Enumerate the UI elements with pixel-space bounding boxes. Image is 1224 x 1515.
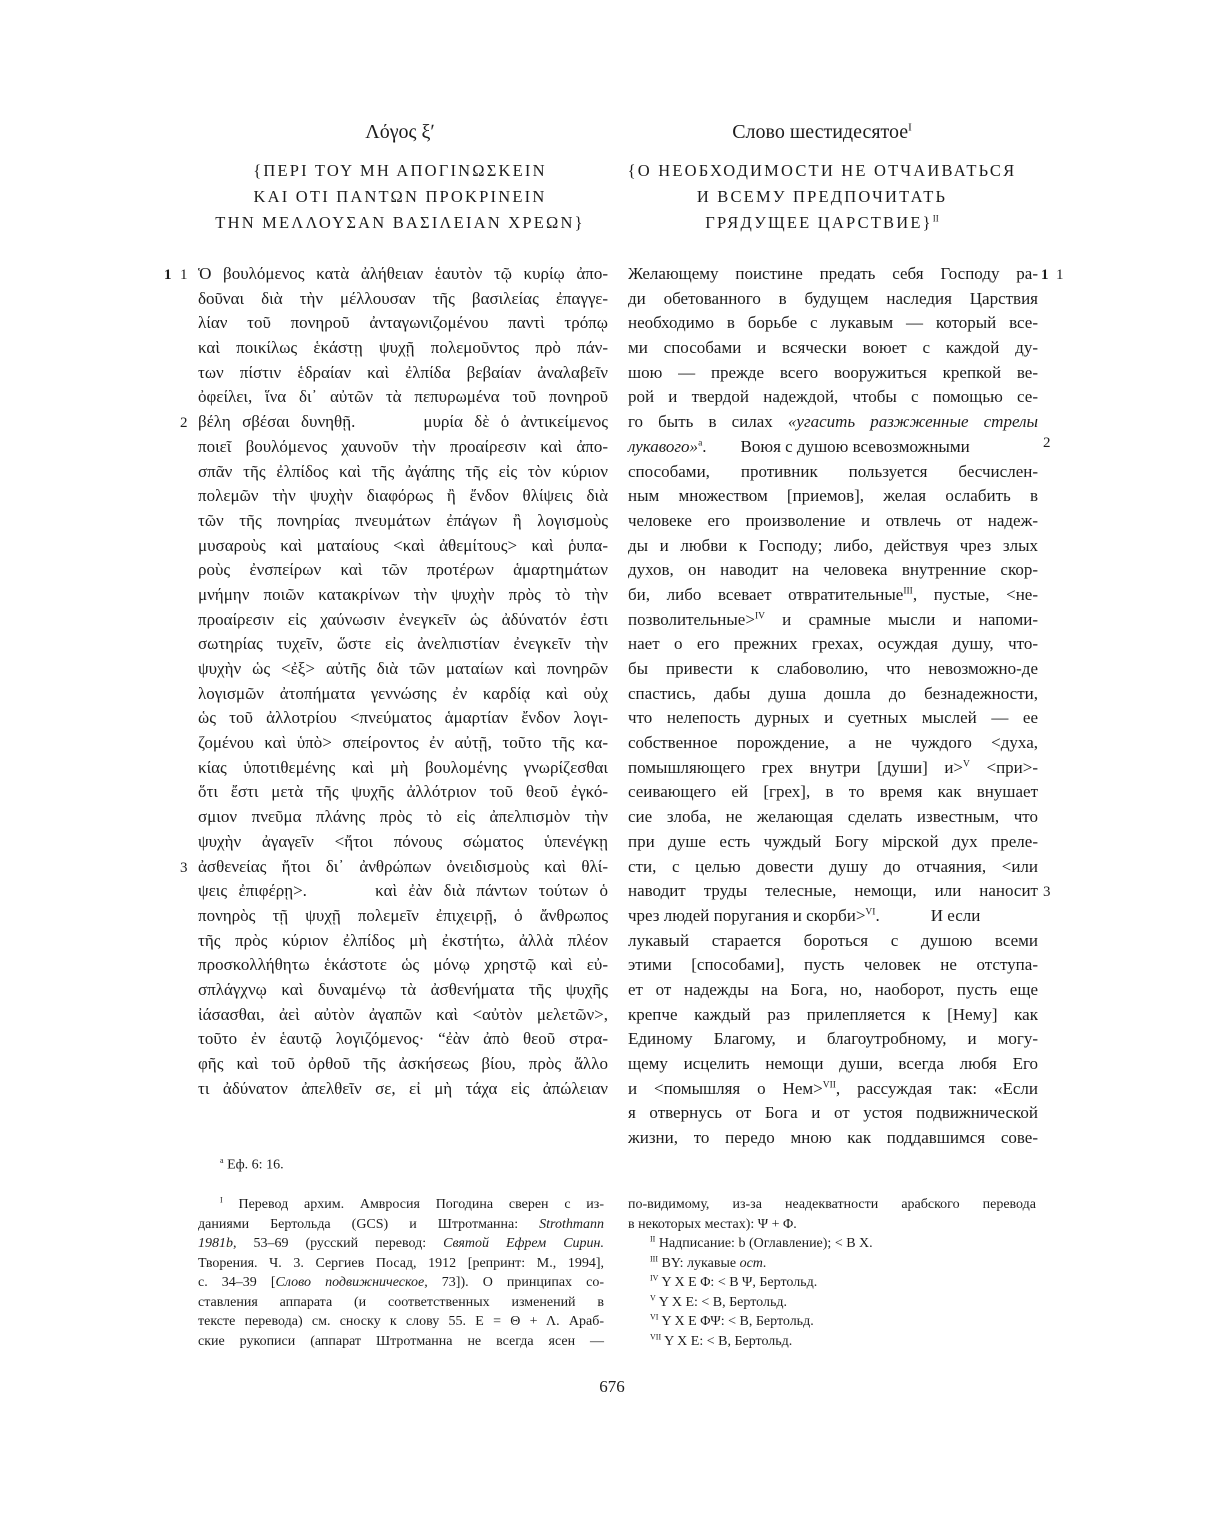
greek-line: σπᾶν τῆς ἐλπίδος καὶ τῆς ἀγάπης τῆς εἰς τὸν κύριον [198, 461, 608, 481]
footnote-line: ставления аппарата (и соответственных изменений в [198, 1294, 604, 1310]
greek-line: ψυχὴν ὡς <ἐξ> αὐτῆς διὰ τῶν ματαίων καὶ πονηρῶν [198, 659, 608, 678]
footnote-line: $^{II}$ Надписание: b (Оглавление); < B X. [650, 1234, 873, 1251]
footnote-ref-V: V [963, 759, 970, 770]
russian-line: жизни, то передо мною как поддавшимся сове- [628, 1128, 1038, 1148]
russian-line: лукавого»$^a$. Воюя с душою всевозможными [628, 436, 970, 456]
russian-line: спастись, дабы душа дошла до безнадежности, [628, 683, 1038, 703]
russian-line: ми способами и всячески воюет с каждой ду- [628, 338, 1038, 358]
footnote-line: $^I$ Перевод архим. Амвросия Погодина сверен с из- [220, 1195, 604, 1212]
footnote-ref-IV: IV [754, 610, 765, 621]
russian-text: чрез людей поругания и скорби> [628, 905, 866, 925]
footnote-line: в некоторых местах): Ψ + Φ. [628, 1216, 797, 1232]
greek-text-column [198, 262, 608, 1101]
greek-line: βέλη σβέσαι δυνηθῇ. μυρία δὲ ὁ ἀντικείμενος [198, 412, 608, 432]
footnote-line: $^{VI}$ Y X E ΦΨ: < B, Бертольд. [650, 1312, 814, 1329]
greek-line: τῆς πρὸς κύριον ἐλπίδος μὴ ἐκστήτω, ἀλλὰ πλέον [198, 930, 608, 950]
quotation-italic: «угасить разжженные стрелы [787, 412, 1039, 432]
russian-line: при душе есть чуждый Богу мірской дух преле- [628, 831, 1038, 851]
greek-line: λογισμῶν ἀτοπήματα γεννώσης ἐν καρδίᾳ καὶ οὐχ [198, 683, 608, 703]
russian-line: этими [способами], пусть человек не отступа- [628, 955, 1038, 975]
footnote-mark: a [220, 1156, 224, 1165]
greek-line: τοῦτο ἐν ἑαυτῷ λογιζόμενος· “ἐὰν ἀπὸ θεοῦ στρα- [198, 1029, 608, 1049]
greek-title: Λόγος ξʹ [365, 121, 435, 143]
greek-line: τῶν τῆς πονηρίας πνευμάτων ἐπάγων ἢ λογισμοὺς [198, 510, 608, 530]
footnote-ref-VII: VII [822, 1080, 836, 1091]
russian-subtitle-line: {О НЕОБХОДИМОСТИ НЕ ОТЧАИВАТЬСЯ [627, 161, 1017, 180]
russian-text: позволительные> [628, 609, 755, 629]
greek-line: ἰάσασθαι, ἀεὶ αὐτὸν ἀγαπῶν καὶ <αὐτὸν μελετῶν>, [198, 1004, 608, 1024]
footnote-line: даниями Бертольда (GCS) и Штротманна: Strothmann [198, 1216, 604, 1232]
greek-verse-marker: 1 [180, 267, 188, 283]
russian-line [628, 410, 1038, 435]
russian-heading [612, 118, 1032, 236]
greek-subtitle-line: ΚΑΙ ΟΤΙ ΠΑΝΤΩΝ ΠΡΟΚΡΙΝΕΙΝ [253, 187, 547, 206]
greek-line: μνήμην ποιῶν κατακρίνων τὴν ψυχὴν πρὸς τὸ τὴν [198, 584, 608, 604]
greek-line: ὀφείλει, ἵνα δι᾽ αὐτῶν τὰ πεπυρωμένα τοῦ πονηροῦ [198, 387, 608, 407]
footnote-ref-I: I [908, 121, 912, 134]
russian-verse-marker: 1 [1056, 267, 1064, 283]
russian-text: го быть в силах [628, 412, 773, 432]
greek-subtitle [190, 158, 610, 236]
footnote-line: ские рукописи (аппарат Штротманна не всегда ясен — [198, 1333, 604, 1349]
russian-verse-marker: 3 [1043, 884, 1051, 900]
footnote-line: $^V$ Y X E: < B, Бертольд. [650, 1292, 787, 1310]
russian-line: чрез людей поругания и скорби>$^{VI}$. И если [628, 905, 981, 925]
footnote-line: по-видимому, из-за неадекватности арабского перевода [628, 1197, 1036, 1212]
russian-line: ди обетованного в будущем наследия Царствия [628, 288, 1038, 308]
footnote-line: тексте перевода) см. сноску к слову 55. E = Θ + Λ. Араб- [198, 1314, 604, 1329]
russian-line: сеивающего ей [грех], в то время как внушает [628, 782, 1038, 802]
russian-line: наводит труды телесные, немощи, или наносит [628, 881, 1038, 901]
greek-line: ὅτι ἔστι μετὰ τῆς ψυχῆς ἀλλότριον τοῦ θεοῦ ἐγκό- [198, 782, 608, 802]
russian-text: <при>- [969, 757, 1039, 777]
russian-line: ет от надежды на Бога, но, наоборот, пусть еще [628, 979, 1038, 999]
greek-line: ποιεῖ βουλόμενος χαυνοῦν τὴν προαίρεσιν καὶ ἀπο- [198, 436, 608, 456]
russian-text: и <помышляя о Нем> [628, 1078, 823, 1098]
russian-line: сти, с целью довести душу до отчаяния, <или [628, 856, 1038, 876]
russian-text: Воюя с душою всевозможными [740, 436, 970, 456]
page-number: 676 [599, 1377, 625, 1396]
russian-line [628, 608, 1038, 633]
footnote-ref-a: a [698, 438, 703, 449]
russian-line: Единому Благому, и благоутробному, и могу- [628, 1029, 1038, 1049]
footnote-line: Творения. Ч. 3. Сергиев Посад, 1912 [репринт: М., 1994], [198, 1255, 604, 1271]
footnote-mark: I [220, 1195, 223, 1205]
russian-title [612, 118, 1032, 146]
greek-subtitle-line: {ΠΕΡΙ ΤΟΥ ΜΗ ΑΠΟΓΙΝΩΣΚΕΙΝ [253, 161, 547, 180]
greek-subtitle-line: ΤΗΝ ΜΕΛΛΟΥΣΑΝ ΒΑΣΙΛΕΙΑΝ ΧΡΕΩΝ} [215, 213, 585, 232]
russian-line: лукавый старается бороться с душою всеми [628, 930, 1038, 950]
russian-line: способами, противник пользуется бесчислен- [628, 461, 1038, 481]
footnote-line: с. 34–39 [Слово подвижническое, 73]). О принципах со- [198, 1275, 604, 1290]
russian-line [628, 756, 1038, 781]
russian-line: бы привести к слабоволию, что невозможно-де [628, 659, 1038, 678]
greek-line: προσκολλήθητω ἑκάστοτε ὡς μόνῳ χρηστῷ καὶ εὐ- [198, 955, 608, 975]
russian-text-column [628, 262, 1038, 1151]
russian-line: ды и любви к Господу; либо, действуя чрез злых [628, 535, 1038, 555]
greek-line: σωτηρίας τυχεῖν, ὥστε εἰς ἀνελπιστίαν ἐνεγκεῖν τὴν [198, 634, 608, 654]
greek-line: σμιον πνεῦμα πλάνης πρὸς τὸ εἰς ἀπελπισμὸν τὴν [198, 807, 608, 827]
greek-line: δοῦναι διὰ τὴν μέλλουσαν τῆς βασιλείας ἐπαγγε- [198, 288, 608, 308]
greek-line: καὶ ποικίλως ἑκάστῃ ψυχῇ πολεμοῦντος πρὸ πάν- [198, 338, 608, 358]
footnote-ref-II: II [932, 213, 939, 224]
russian-line: собственное порождение, а не чуждого <духа, [628, 733, 1038, 753]
russian-text: , пустые, <не- [912, 584, 1038, 604]
footnote-ref-VI: VI [865, 907, 876, 918]
greek-line: σπλάγχνῳ καὶ δυναμένῳ τὰ ἀσθενήματα τῆς ψυχῆς [198, 979, 608, 999]
greek-line: ἀσθενείας ἤτοι δι᾽ ἀνθρώπων ὀνειδισμοὺς καὶ θλί- [198, 856, 608, 876]
russian-title-text: Слово шестидесятое [732, 121, 909, 143]
greek-line: ψεις ἐπιφέρῃ>. καὶ ἐὰν διὰ πάντων τούτων ὁ [198, 881, 608, 901]
greek-line: των πίστιν ἑδραίαν καὶ ἐλπίδα βεβαίαν ἀναλαβεῖν [198, 362, 608, 382]
russian-line: Желающему поистине предать себя Господу ра- [628, 264, 1038, 283]
russian-subtitle [612, 158, 1032, 236]
greek-line: ροὺς ἐνσπείρων καὶ τῶν προτέρων ἁμαρτημάτων [198, 560, 608, 580]
russian-line: рой и твердой надеждой, чтобы с помощью се- [628, 387, 1038, 407]
footnote-text: Еф. 6: 16. [227, 1157, 284, 1173]
greek-line: λίαν τοῦ πονηροῦ ἀνταγωνιζομένου παντὶ τρόπῳ [198, 313, 608, 333]
russian-subtitle-text: ГРЯДУЩЕЕ ЦАРСТВИЕ} [705, 213, 933, 232]
footnote-ref-III: III [903, 586, 913, 597]
greek-line: προαίρεσιν εἰς χαύνωσιν ἐνεγκεῖν ὡς ἀδύνατόν ἐστι [198, 609, 608, 629]
footnotes-right-column [628, 1195, 1036, 1351]
russian-line: ным множеством [приемов], желая ослабить в [628, 486, 1038, 506]
russian-line: сие злоба, не желающая сделать известным, что [628, 807, 1038, 827]
russian-line [628, 1077, 1038, 1102]
russian-line [628, 583, 1038, 608]
russian-subtitle-line: И ВСЕМУ ПРЕДПОЧИТАТЬ [696, 187, 948, 206]
greek-line: πονηρὸς τῇ ψυχῇ πολεμεῖν ἐπιχειρῇ, ὁ ἄνθρωπος [198, 905, 608, 925]
greek-line: κίας ὑποτιθεμένης καὶ μὴ βουλομένης γνωρίζεσθαι [198, 757, 608, 777]
russian-verse-marker: 2 [1043, 435, 1051, 451]
russian-text: помышляющего грех внутри [души] и> [628, 757, 964, 777]
greek-line: ζομένου καὶ ὑπὸ> σπείροντος ἐν αὐτῇ, τοῦτο τῆς κα- [198, 733, 608, 753]
footnote-line: 1981b, 53–69 (русский перевод: Святой Ефрем Сирин. [198, 1236, 604, 1251]
greek-verse-marker: 3 [180, 860, 188, 876]
greek-line: τι ἀδύνατον ἀπελθεῖν σε, εἰ μὴ τάχα εἰς ἀπώλειαν [198, 1078, 608, 1098]
russian-line: шою — прежде всего вооружиться крепкой ве- [628, 362, 1038, 382]
russian-line: необходимо в борьбе с лукавым — который все- [628, 313, 1038, 333]
footnote-line: $^{VII}$ Y X E: < B, Бертольд. [650, 1331, 793, 1349]
greek-heading [190, 118, 610, 236]
footnotes-left-column [198, 1195, 604, 1351]
russian-line: человеке его произволение и отвлечь от надеж- [628, 510, 1038, 530]
footnote-a [220, 1156, 284, 1174]
greek-line: φῆς καὶ τοῦ ὀρθοῦ τῆς ἀσκήσεως βίου, πρὸς ἄλλο [198, 1054, 608, 1073]
russian-line: щему исцелить немощи души, всегда любя Его [628, 1054, 1038, 1073]
russian-text: И если [930, 905, 981, 925]
russian-chapter-marker: 1 [1041, 267, 1049, 283]
russian-text: , рассуждая так: «Если [835, 1078, 1038, 1098]
russian-line: я отвернусь от Бога и от устоя подвижнической [628, 1103, 1038, 1123]
greek-line: ὡς τοῦ ἀλλοτρίου <πνεύματος ἁμαρτίαν ἔνδον λογι- [198, 708, 608, 728]
footnote-line: $^{III}$ BY: лукавые ост. [650, 1253, 767, 1271]
russian-line: духов, он наводит на человека внутренние скор- [628, 560, 1038, 580]
greek-line: ψυχὴν ἀγαγεῖν <ἤτοι πόνους σώματος ὑπενέγκῃ [198, 831, 608, 851]
russian-line: что нелепость дурных и суетных мыслей — ее [628, 708, 1038, 728]
russian-subtitle-line [612, 210, 1032, 236]
russian-line: нает о его прежних грехах, осуждая душу, что- [628, 634, 1038, 654]
russian-line: крепче каждый раз прилепляется к [Нему] как [628, 1004, 1038, 1024]
greek-line: μυσαροὺς καὶ ματαίους <καὶ ἀθεμίτους> καὶ ῥυπα- [198, 535, 608, 555]
russian-text: и срамные мысли и напоми- [764, 609, 1038, 629]
greek-chapter-marker: 1 [164, 267, 172, 283]
russian-text: би, либо всевает отвратительные [628, 584, 904, 604]
greek-verse-marker: 2 [180, 415, 188, 431]
quotation-italic: лукавого» [628, 436, 699, 456]
footnote-line: $^{IV}$ Y X E Φ: < B Ψ, Бертольд. [650, 1273, 818, 1290]
greek-line: πολεμῶν τὴν ψυχὴν διαφόρως ἢ ἔνδον θλίψεις διὰ [198, 486, 608, 506]
greek-line: Ὁ βουλόμενος κατὰ ἀλήθειαν ἑαυτὸν τῷ κυρίῳ ἀπο- [198, 264, 608, 283]
